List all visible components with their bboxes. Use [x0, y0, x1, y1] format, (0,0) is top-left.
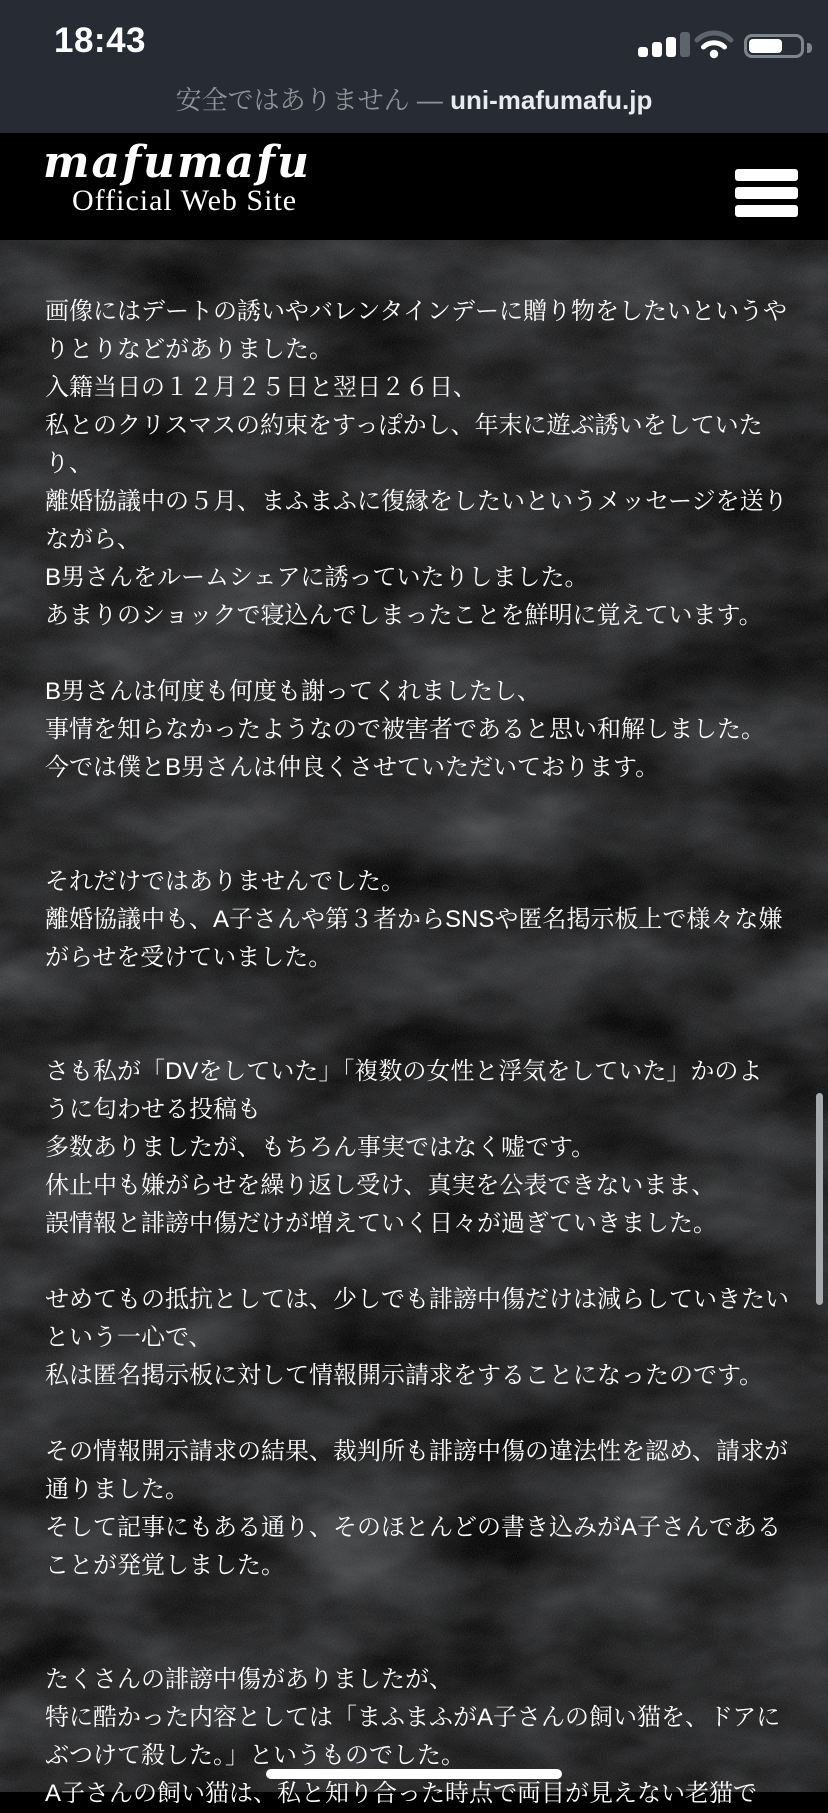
- site-header: [0, 133, 828, 240]
- text-line: ぶつけて殺した。」というものでした。: [45, 1742, 465, 1769]
- page-content: [0, 240, 828, 1807]
- text-line: ことが発覚しました。: [45, 1552, 285, 1579]
- text-line: それだけではありませんでした。: [45, 868, 405, 895]
- text-line: 通りました。: [45, 1476, 189, 1503]
- text-line: 離婚協議中の５月、まふまふに復縁をしたいというメッセージを送り: [45, 488, 788, 515]
- site-logo-script: mafumafu: [43, 137, 311, 188]
- text-line: 誤情報と誹謗中傷だけが増えていく日々が過ぎていきました。: [45, 1210, 717, 1237]
- text-line: [45, 1585, 790, 1623]
- text-line: A子さんの飼い猫は、私と知り合った時点で両目が見えない老猫で: [45, 1780, 758, 1807]
- url-security-label: 安全ではありません: [175, 85, 410, 115]
- text-line: その情報開示請求の結果、裁判所も誹謗中傷の違法性を認め、請求が: [45, 1438, 789, 1465]
- text-line: がらせを受けていました。: [45, 944, 333, 971]
- text-line: 休止中も嫌がらせを繰り返し受け、真実を公表できないまま、: [45, 1172, 716, 1199]
- text-line: 画像にはデートの誘いやバレンタインデーに贈り物をしたいというや: [45, 298, 787, 325]
- text-line: [45, 1243, 790, 1281]
- text-line: ながら、: [45, 526, 141, 553]
- text-line: という一心で、: [45, 1324, 213, 1351]
- text-line: たくさんの誹謗中傷がありましたが、: [45, 1666, 453, 1693]
- text-line: 私とのクリスマスの約束をすっぽかし、年末に遊ぶ誘いをしていた: [45, 412, 763, 439]
- cellular-signal-icon: [638, 0, 696, 60]
- safari-url-bar[interactable]: [0, 80, 828, 117]
- text-line: [45, 635, 790, 673]
- text-line: 離婚協議中も、A子さんや第３者からSNSや匿名掲示板上で様々な嫌: [45, 906, 783, 933]
- text-line: 今では僕とB男さんは仲良くさせていただいております。: [45, 754, 660, 781]
- status-bar: [0, 0, 828, 133]
- text-line: 事情を知らなかったようなので被害者であると思い和解しました。: [45, 716, 765, 743]
- scrollbar-thumb[interactable]: [816, 1093, 823, 1305]
- text-line: B男さんをルームシェアに誘っていたりしました。: [45, 564, 589, 591]
- text-line: 私は匿名掲示板に対して情報開示請求をすることになったのです。: [45, 1362, 764, 1389]
- hamburger-icon: [735, 169, 798, 181]
- text-line: [45, 977, 790, 1015]
- text-line: [45, 787, 790, 825]
- text-line: さも私が「DVをしていた」「複数の女性と浮気をしていた」かのよ: [45, 1058, 763, 1085]
- site-logo-subtitle: Official Web Site: [72, 184, 298, 217]
- text-line: りとりなどがありました。: [45, 336, 333, 363]
- text-line: [45, 1395, 790, 1433]
- text-line: 特に酷かった内容としては「まふまふがA子さんの飼い猫を、ドアに: [45, 1704, 781, 1731]
- text-line: 多数ありましたが、もちろん事実ではなく嘘です。: [45, 1134, 596, 1161]
- home-indicator[interactable]: [266, 1769, 562, 1779]
- text-line: そして記事にもある通り、そのほとんどの書き込みがA子さんである: [45, 1514, 782, 1541]
- text-line: り、: [45, 450, 93, 477]
- text-line: B男さんは何度も何度も謝ってくれましたし、: [45, 678, 542, 705]
- text-line: [45, 1623, 790, 1661]
- hamburger-menu-button[interactable]: [735, 169, 798, 219]
- site-logo[interactable]: [43, 137, 311, 217]
- text-line: [45, 825, 790, 863]
- article-text: [45, 293, 790, 1813]
- text-line: あまりのショックで寝込んでしまったことを鮮明に覚えています。: [45, 602, 763, 629]
- text-line: 入籍当日の１２月２５日と翌日２６日、: [45, 374, 477, 401]
- battery-icon: [744, 34, 804, 58]
- url-domain: uni-mafumafu.jp: [450, 85, 653, 115]
- wifi-icon: [694, 29, 734, 59]
- status-time: 18:43: [54, 21, 147, 60]
- text-line: せめてもの抵抗としては、少しでも誹謗中傷だけは減らしていきたい: [45, 1286, 789, 1313]
- text-line: [45, 1015, 790, 1053]
- url-separator: —: [416, 85, 443, 115]
- text-line: うに匂わせる投稿も: [45, 1096, 261, 1123]
